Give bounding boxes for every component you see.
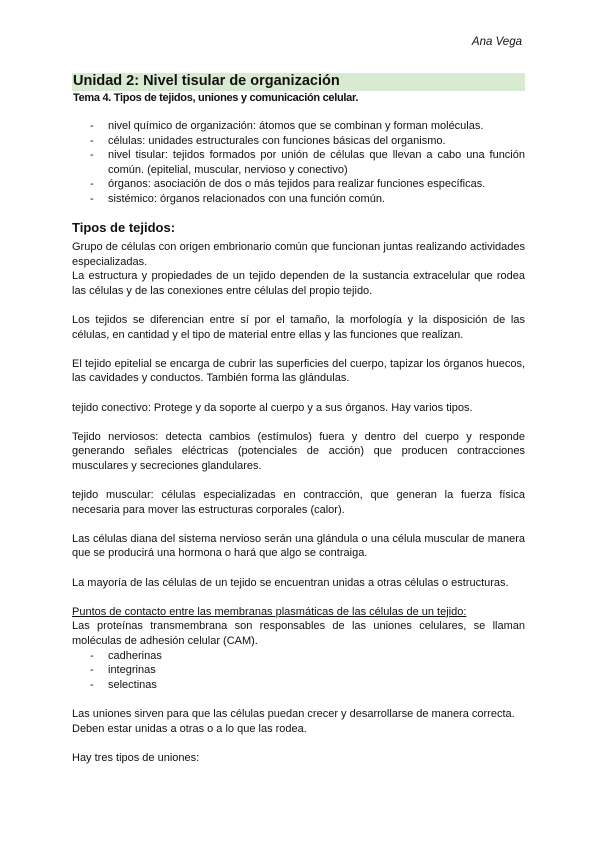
levels-list-container: [72, 119, 525, 207]
levels-list: [72, 119, 525, 207]
list-item: - cadherinas: [72, 649, 525, 664]
list-item: - nivel tisular: tejidos formados por unión de células que llevan a cabo una función común. (epitelial, muscular, nervioso y conectivo): [72, 148, 525, 177]
paragraph: Las uniones sirven para que las células puedan crecer y desarrollarse de manera correcta. Deben estar unidas a otras o a lo que las rodea.: [72, 708, 515, 735]
contact-heading: Puntos de contacto entre las membranas plasmáticas de las células de un tejido:: [72, 605, 467, 618]
paragraph: Los tejidos se diferencian entre sí por el tamaño, la morfología y la disposición de las células, en cantidad y el tipo de material entre ellas y las funciones que realizan.: [72, 313, 525, 341]
paragraph: tejido muscular: células especializadas en contracción, que generan la fuerza física necesaria para mover las estructuras corporales (calor).: [72, 489, 525, 516]
subtitle: Tema 4. Tipos de tejidos, uniones y comunicación celular.: [73, 92, 359, 104]
paragraph: Las proteínas transmembrana son responsables de las uniones celulares, se llaman moléculas de adhesión celular (CAM).: [72, 620, 525, 648]
list-item: - sistémico: órganos relacionados con una función común.: [72, 192, 525, 207]
body-text: [72, 240, 525, 780]
paragraph: La mayoría de las células de un tejido se encuentran unidas a otras células o estructuras.: [72, 576, 509, 589]
paragraph: El tejido epitelial se encarga de cubrir las superficies del cuerpo, tapizar los órganos huecos, las cavidades y conductos. También forma las glándulas.: [72, 357, 525, 385]
list-item: - integrinas: [72, 663, 525, 678]
paragraph: Las células diana del sistema nervioso serán una glándula o una célula muscular de manera que se producirá una hormona o hará que algo se contraiga.: [72, 532, 525, 560]
paragraph: La estructura y propiedades de un tejido dependen de la sustancia extracelular que rodea las células y de las conexiones entre células del propio tejido.: [72, 270, 525, 297]
section-heading: Tipos de tejidos:: [72, 220, 176, 235]
page-title: Unidad 2: Nivel tisular de organización: [73, 73, 340, 89]
author-name: Ana Vega: [471, 36, 522, 48]
cam-list: [72, 649, 525, 693]
list-item: - células: unidades estructurales con funciones básicas del organismo.: [72, 134, 525, 149]
paragraph: Tejido nerviosos: detecta cambios (estímulos) fuera y dentro del cuerpo y responde generando señales eléctricas (potenciales de acción) que producen contracciones musculares y secreciones glandulares.: [72, 430, 525, 472]
paragraph: tejido conectivo: Protege y da soporte al cuerpo y a sus órganos. Hay varios tipos.: [72, 401, 473, 414]
paragraph: Hay tres tipos de uniones:: [72, 751, 200, 764]
list-item: - nivel químico de organización: átomos que se combinan y forman moléculas.: [72, 119, 525, 134]
paragraph: Grupo de células con origen embrionario común que funcionan juntas realizando actividades especializadas.: [72, 241, 525, 268]
list-item: - órganos: asociación de dos o más tejidos para realizar funciones específicas.: [72, 177, 525, 192]
list-item: - selectinas: [72, 678, 525, 693]
